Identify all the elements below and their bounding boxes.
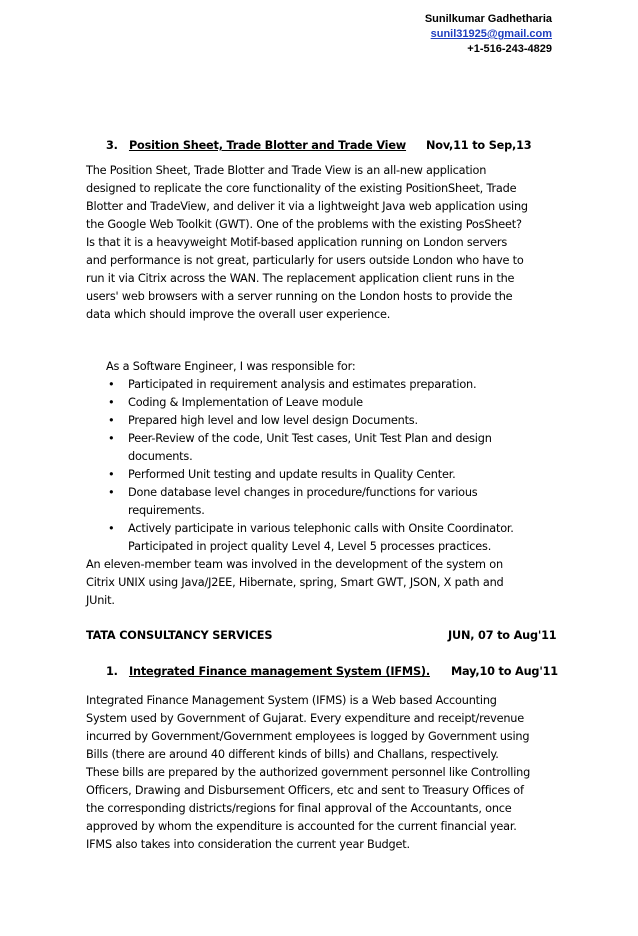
responsibilities-list xyxy=(86,376,566,556)
list-item: • Actively participate in various telephonic calls with Onsite Coordinator. Participated in project quality Level 4, Level 5 processes practices. xyxy=(108,522,514,553)
phone-number: +1-516-243-4829 xyxy=(467,43,552,55)
list-item: • Performed Unit testing and update results in Quality Center. xyxy=(86,466,566,484)
team-description xyxy=(86,556,566,610)
project-3-dates: Nov,11 to Sep,13 xyxy=(426,139,532,152)
project-1-number: 1. xyxy=(106,665,118,678)
paragraph-line: An eleven-member team was involved in the development of the system on xyxy=(86,558,503,571)
paragraph-line: Blotter and TradeView, and deliver it via a lightweight Java web application using xyxy=(86,200,528,213)
paragraph-line: These bills are prepared by the authorized government personnel like Controlling xyxy=(86,766,531,779)
paragraph-line: Integrated Finance Management System (IFMS) is a Web based Accounting xyxy=(86,694,497,707)
bullet-icon: • xyxy=(108,414,115,427)
list-item: • Participated in requirement analysis and estimates preparation. xyxy=(86,376,566,394)
paragraph-line: the corresponding districts/regions for final approval of the Accountants, once xyxy=(86,802,512,815)
list-item: • Peer-Review of the code, Unit Test cases, Unit Test Plan and design documents. xyxy=(108,432,492,463)
list-item: • Done database level changes in procedure/functions for various requirements. xyxy=(108,486,478,517)
project-3-description xyxy=(86,162,566,324)
list-item: • Prepared high level and low level design Documents. xyxy=(86,412,566,430)
project-1-dates: May,10 to Aug'11 xyxy=(451,665,558,678)
bullet-icon: • xyxy=(108,468,115,481)
project-3-number: 3. xyxy=(106,139,118,152)
paragraph-line: The Position Sheet, Trade Blotter and Trade View is an all-new application xyxy=(86,164,487,177)
paragraph-line: the Google Web Toolkit (GWT). One of the problems with the existing PosSheet? xyxy=(86,218,522,231)
paragraph-line: Citrix UNIX using Java/J2EE, Hibernate, spring, Smart GWT, JSON, X path and xyxy=(86,576,504,589)
paragraph-line: IFMS also takes into consideration the current year Budget. xyxy=(86,838,410,851)
paragraph-line: designed to replicate the core functionality of the existing PositionSheet, Trade xyxy=(86,182,517,195)
paragraph-line: and performance is not great, particularly for users outside London who have to xyxy=(86,254,524,267)
company-name: TATA CONSULTANCY SERVICES xyxy=(86,629,273,642)
bullet-icon: • xyxy=(108,432,115,445)
responsibilities-lead: As a Software Engineer, I was responsible for: xyxy=(106,360,356,373)
project-3-title: Position Sheet, Trade Blotter and Trade View xyxy=(128,139,407,152)
paragraph-line: System used by Government of Gujarat. Every expenditure and receipt/revenue xyxy=(86,712,524,725)
paragraph-line: Officers, Drawing and Disbursement Officers, etc and sent to Treasury Offices of xyxy=(86,784,524,797)
paragraph-line: Is that it is a heavyweight Motif-based application running on London servers xyxy=(86,236,508,249)
bullet-icon: • xyxy=(108,486,115,499)
paragraph-line: data which should improve the overall user experience. xyxy=(86,308,391,321)
paragraph-line: incurred by Government/Government employees is logged by Government using xyxy=(86,730,530,743)
bullet-icon: • xyxy=(108,378,115,391)
list-item: • Coding & Implementation of Leave module xyxy=(86,394,566,412)
project-1-heading xyxy=(106,663,430,681)
paragraph-line: JUnit. xyxy=(86,594,115,607)
paragraph-line: approved by whom the expenditure is accounted for the current financial year. xyxy=(86,820,517,833)
project-3-heading xyxy=(106,137,406,155)
paragraph-line: users' web browsers with a server running on the London hosts to provide the xyxy=(86,290,513,303)
company-dates: JUN, 07 to Aug'11 xyxy=(448,629,557,642)
bullet-icon: • xyxy=(108,396,115,409)
email-link[interactable]: sunil31925@gmail.com xyxy=(430,28,552,40)
project-1-description xyxy=(86,692,566,854)
contact-header xyxy=(425,12,552,57)
paragraph-line: run it via Citrix across the WAN. The replacement application client runs in the xyxy=(86,272,515,285)
bullet-icon: • xyxy=(108,522,115,535)
candidate-name: Sunilkumar Gadhetharia xyxy=(424,13,552,25)
project-1-title: Integrated Finance management System (IFMS). xyxy=(128,665,430,678)
paragraph-line: Bills (there are around 40 different kinds of bills) and Challans, respectively. xyxy=(86,748,499,761)
